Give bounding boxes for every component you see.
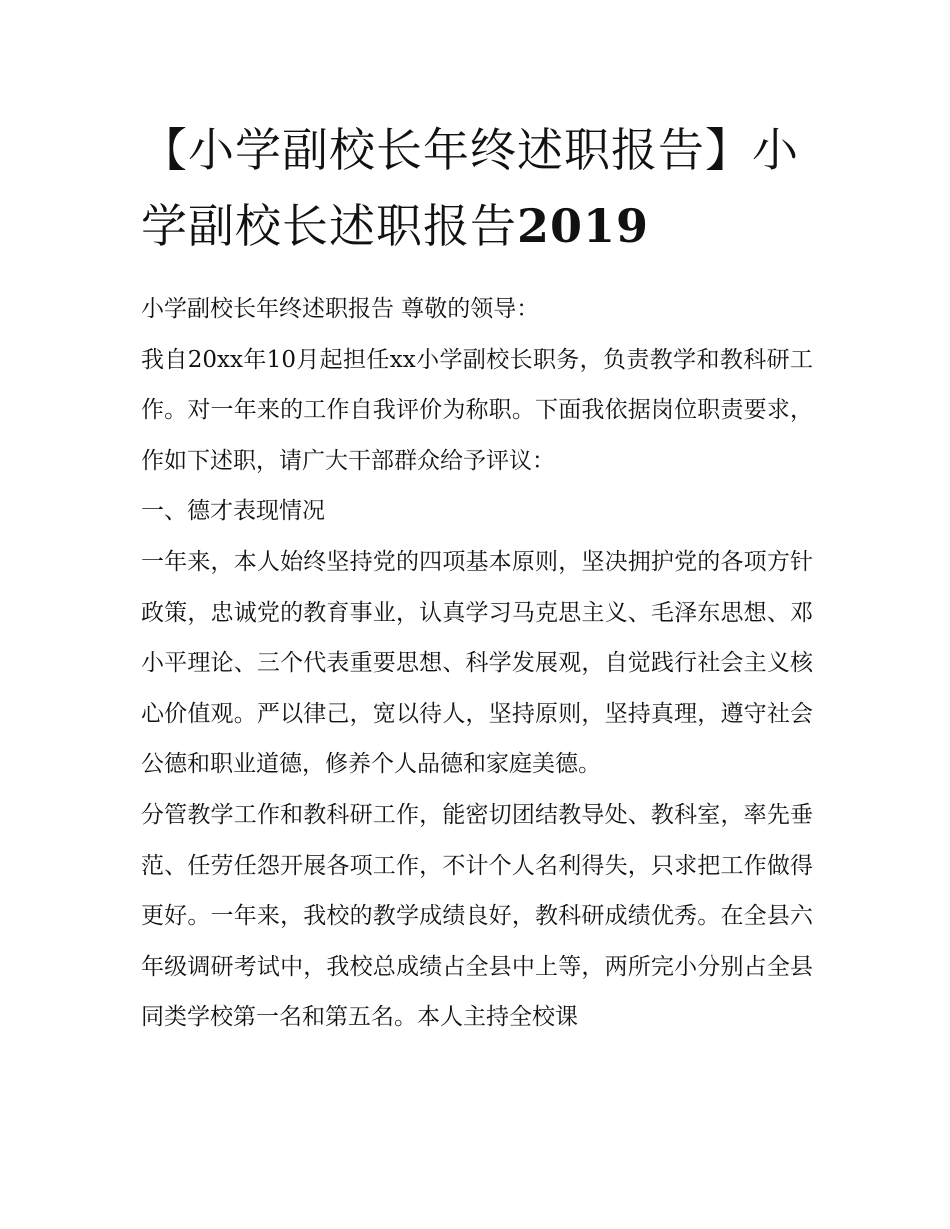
title-main-text: 【小学副校长年终述职报告】小学副校长述职报告: [141, 123, 799, 253]
paragraph-moral-conduct: 一年来，本人始终坚持党的四项基本原则，坚决拥护党的各项方针政策，忠诚党的教育事业，认真学习马克思主义、毛泽东思想、邓小平理论、三个代表重要思想、科学发展观，自觉践行社会主义核心价值观。严以律己，宽以待人，坚持原则，坚持真理，遵守社会公德和职业道德，修养个人品德和家庭美德。: [141, 548, 813, 778]
document-title: [141, 112, 813, 264]
section-heading-1: 一、德才表现情况: [141, 498, 325, 525]
paragraph-teaching-work: 分管教学工作和教科研工作，能密切团结教导处、教科室，率先垂范、任劳任怨开展各项工作，不计个人名利得失，只求把工作做得更好。一年来，我校的教学成绩良好，教科研成绩优秀。在全县六年级调研考试中，我校总成绩占全县中上等，两所完小分别占全县同类学校第一名和第五名。本人主持全校课: [141, 801, 813, 1031]
paragraph-salutation: 小学副校长年终述职报告 尊敬的领导：: [141, 296, 540, 322]
paragraph-intro: 我自20xx年10月起担任xx小学副校长职务，负责教学和教科研工作。对一年来的工作自我评价为称职。下面我依据岗位职责要求，作如下述职，请广大干部群众给予评议：: [141, 346, 813, 474]
document-body: [141, 112, 813, 1043]
title-year: 2019: [517, 199, 650, 253]
